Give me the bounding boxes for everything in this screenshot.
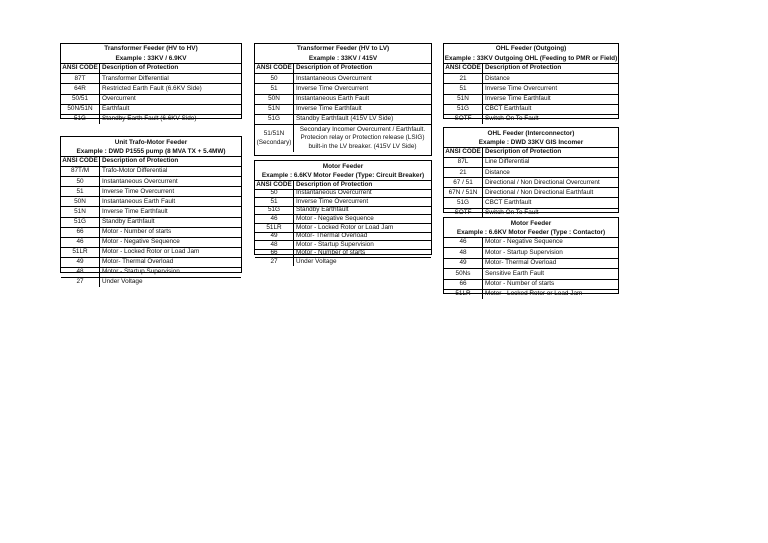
description-cell: Motor - Negative Sequence (296, 215, 374, 222)
table-row-secondary (255, 124, 431, 152)
description-cell: Motor - Locked Rotor or Load Jam (296, 223, 394, 231)
ansi-code-cell: 50 (255, 190, 294, 198)
table-row (255, 223, 431, 232)
ansi-code-cell: 51G (61, 218, 100, 227)
ansi-code-header: ANSI CODE (444, 64, 483, 73)
ansi-code-cell: 50 (255, 74, 294, 83)
table-row (444, 279, 618, 289)
description-header: Description of Protection (485, 64, 562, 72)
table-row (444, 187, 618, 197)
table-row (444, 157, 618, 167)
ansi-code-cell: 21 (444, 168, 483, 177)
description-cell: Trafo-Motor Differential (102, 167, 168, 175)
table-title: Transformer Feeder (HV to LV) (296, 45, 390, 52)
table-subtitle: Example : 33KV / 415V (308, 55, 378, 62)
table-subtitle: Example : 6.6KV Motor Feeder (Type : Contactor) (456, 229, 606, 236)
table-row (255, 197, 431, 206)
description-cell: Inverse Time Earthfault (296, 105, 362, 113)
ansi-code-cell: 49 (61, 258, 100, 267)
description-cell: Distance (485, 74, 510, 82)
table-row (61, 247, 241, 257)
description-header: Description of Protection (296, 181, 373, 188)
ansi-code-cell: 50Ns (444, 269, 483, 278)
table-row (255, 114, 431, 124)
description-cell: Sensitive Earth Fault (485, 269, 544, 277)
ansi-code-cell: 51N (61, 207, 100, 216)
table-row (444, 289, 618, 299)
description-cell: Standby Earthfault (415V LV Side) (296, 115, 394, 123)
ansi-code-cell: 51G (255, 115, 294, 124)
ansi-code-header: ANSI CODE (61, 64, 100, 73)
ansi-code: 51/51N (263, 130, 285, 138)
description-cell: Standby Earthfault (296, 206, 349, 214)
description-cell: Motor- Thermal Overload (296, 232, 368, 240)
ansi-code-note: (Secondary) (256, 138, 292, 146)
table-row (444, 73, 618, 83)
table-row (61, 94, 241, 104)
table-row (61, 206, 241, 216)
table-row (61, 237, 241, 247)
description-header: Description of Protection (296, 64, 373, 72)
ansi-code-cell: 48 (444, 248, 483, 257)
table-header-row (255, 63, 431, 73)
table-row (444, 258, 618, 268)
table-row (444, 83, 618, 93)
ansi-code-cell: 64R (61, 84, 100, 93)
table-row (255, 240, 431, 249)
ansi-code-cell: 21 (444, 74, 483, 83)
description-cell: Restricted Earth Fault (6.6KV Side) (102, 84, 202, 92)
ansi-code-cell: 27 (255, 258, 294, 266)
table-title: Unit Trafo-Motor Feeder (114, 139, 188, 146)
description-cell: Motor - Startup Supervision (485, 248, 563, 256)
ansi-code-cell: 66 (255, 250, 294, 258)
table-row (444, 167, 618, 177)
ansi-code-cell (255, 125, 294, 152)
ansi-code-cell: 87T/M (61, 167, 100, 176)
description-line: Secondary Incomer Overcurrent / Earthfault. (299, 126, 426, 134)
description-cell: Inverse Time Overcurrent (485, 84, 558, 92)
ansi-code-cell: 51LR (255, 224, 294, 232)
table-row (255, 249, 431, 258)
ansi-code-cell: 87T (61, 74, 100, 83)
ansi-code-cell: 51G (444, 198, 483, 207)
table-row (61, 257, 241, 267)
table-header-row (255, 180, 431, 189)
description-cell: Standby Earth Fault (6.6KV Side) (102, 115, 197, 123)
description-cell: Motor - Negative Sequence (485, 238, 563, 246)
table-row (444, 247, 618, 257)
table-row (444, 104, 618, 114)
description-cell: Motor - Number of starts (485, 280, 555, 288)
table-row (61, 227, 241, 237)
description-line: Protecion relay or Protection release (LSIG) (300, 134, 425, 142)
table-subtitle: Example : DWD P1555 pump (8 MVA TX + 5.4MW) (76, 148, 226, 155)
ansi-code-cell: 51G (61, 115, 100, 124)
ansi-code-cell: 66 (61, 228, 100, 237)
table-row (255, 73, 431, 83)
table-ohl-outgoing (443, 43, 619, 123)
table-subtitle: Example : 33KV Outgoing OHL (Feeding to PMR or Field) (444, 55, 618, 62)
table-row (61, 217, 241, 227)
description-cell: CBCT Earthfault (485, 105, 532, 113)
table-row (61, 114, 241, 124)
description-cell: Motor- Thermal Overload (485, 259, 557, 267)
table-row (61, 73, 241, 83)
description-line: built-in the LV breaker. (415V LV Side) (308, 142, 417, 150)
description-cell: Inverse Time Overcurrent (296, 198, 369, 205)
table-row (61, 196, 241, 206)
ansi-code-header: ANSI CODE (444, 148, 483, 157)
description-cell: Instantaneous Overcurrent (102, 177, 178, 185)
description-cell: Inverse Time Overcurrent (296, 84, 369, 92)
description-header: Description of Protection (102, 64, 179, 72)
table-title: Motor Feeder (510, 220, 552, 227)
description-cell: Directional / Non Directional Overcurrent (485, 178, 600, 186)
ansi-code-cell: 46 (255, 215, 294, 223)
table-header-row (61, 156, 241, 166)
table-row (444, 94, 618, 104)
description-cell: Distance (485, 168, 510, 176)
table-header-row (444, 147, 618, 157)
table-subtitle: Example : 6.6KV Motor Feeder (Type: Circuit Breaker) (261, 172, 425, 179)
table-row (444, 237, 618, 247)
ansi-code-cell: 50/51 (61, 95, 100, 104)
ansi-code-cell: 50 (61, 177, 100, 186)
ansi-code-cell: 50N (61, 197, 100, 206)
table-row (61, 166, 241, 176)
table-transformer-hv-lv (254, 43, 432, 156)
description-cell: Overcurrent (102, 94, 136, 102)
ansi-code-cell: 50N/51N (61, 105, 100, 114)
ansi-code-cell: 51 (444, 84, 483, 93)
description-cell: Instantaneous Earth Fault (102, 197, 176, 205)
table-title: Motor Feeder (322, 163, 364, 170)
description-cell: Instantaneous Earth Fault (296, 94, 370, 102)
description-cell: Line Differential (485, 158, 530, 166)
ansi-code-cell: 48 (255, 241, 294, 249)
table-subtitle: Example : DWD 33KV GIS Incomer (478, 139, 584, 146)
table-row (61, 277, 241, 287)
description-header: Description of Protection (102, 157, 179, 165)
description-cell: Directional / Non Directional Earthfault (485, 188, 594, 196)
description-cell: Motor - Locked Rotor or Load Jam (485, 290, 583, 298)
table-transformer-hv-hv (60, 43, 242, 123)
table-header-row (61, 63, 241, 73)
table-row (255, 83, 431, 93)
ansi-code-cell: 51G (444, 105, 483, 114)
ansi-code-cell: 46 (444, 238, 483, 247)
description-cell (294, 125, 431, 152)
table-row (255, 94, 431, 104)
table-motor-feeder-cb (254, 160, 432, 265)
table-row (61, 267, 241, 277)
description-cell: Motor - Startup Supervision (102, 268, 180, 276)
description-cell: Motor- Thermal Overload (102, 258, 174, 266)
table-row (255, 232, 431, 241)
table-row (444, 268, 618, 278)
table-motor-feeder-contactor (443, 217, 619, 298)
ansi-code-cell: 51LR (61, 248, 100, 257)
description-cell: Standby Earthfault (102, 217, 155, 225)
table-row (255, 214, 431, 223)
description-cell: CBCT Earthfault (485, 198, 532, 206)
table-row (61, 83, 241, 93)
ansi-code-header: ANSI CODE (61, 157, 100, 166)
description-cell: Motor - Negative Sequence (102, 238, 180, 246)
ansi-code-cell: SOTF (444, 209, 483, 218)
table-unit-trafo-motor (60, 136, 242, 286)
table-row (255, 104, 431, 114)
table-row (255, 206, 431, 215)
table-row (61, 186, 241, 196)
table-row (444, 197, 618, 207)
ansi-code-cell: 46 (61, 238, 100, 247)
ansi-code-cell: 87L (444, 158, 483, 167)
description-cell: Motor - Number of starts (102, 228, 172, 235)
table-title: OHL Feeder (Outgoing) (495, 45, 567, 52)
description-cell: Switch On To Fault (485, 115, 539, 123)
ansi-code-header: ANSI CODE (255, 64, 294, 73)
ansi-code-cell: 51N (255, 105, 294, 114)
ansi-code-cell: 51LR (444, 290, 483, 299)
table-row (255, 257, 431, 266)
description-cell: Instantaneous Overcurrent (296, 189, 372, 197)
ansi-code-cell: 51 (255, 198, 294, 206)
table-subtitle: Example : 33KV / 6.9KV (115, 55, 187, 62)
ansi-code-cell: 50N (255, 95, 294, 104)
description-cell: Instantaneous Overcurrent (296, 74, 372, 82)
table-row (61, 176, 241, 186)
description-cell: Motor - Startup Supervision (296, 241, 374, 248)
ansi-code-cell: 67 / 51 (444, 178, 483, 187)
ansi-code-cell: 51G (255, 207, 294, 215)
ansi-code-header: ANSI CODE (255, 181, 294, 189)
table-title: Transformer Feeder (HV to HV) (104, 45, 198, 52)
description-header: Description of Protection (485, 148, 562, 156)
ansi-code-cell: 66 (444, 280, 483, 289)
description-cell: Motor - Number of starts (296, 249, 366, 257)
ansi-code-cell: 51N (444, 95, 483, 104)
ansi-code-cell: 27 (61, 278, 100, 287)
ansi-code-cell: SOTF (444, 115, 483, 124)
description-cell: Inverse Time Overcurrent (102, 187, 175, 195)
ansi-code-cell: 49 (444, 259, 483, 268)
table-row (255, 189, 431, 198)
ansi-code-cell: 51 (255, 84, 294, 93)
table-row (444, 114, 618, 124)
description-cell: Inverse Time Earthfault (102, 207, 168, 215)
table-ohl-interconnector (443, 127, 619, 216)
description-cell: Earthfault (102, 105, 130, 113)
table-title: OHL Feeder (Interconnector) (487, 130, 575, 137)
table-row (61, 104, 241, 114)
ansi-code-cell: 49 (255, 233, 294, 241)
table-row (444, 177, 618, 187)
description-cell: Switch On To Fault (485, 208, 539, 216)
ansi-code-cell: 51 (61, 187, 100, 196)
description-cell: Transformer Differential (102, 74, 169, 82)
table-header-row (444, 63, 618, 73)
ansi-code-cell: 67N / 51N (444, 188, 483, 197)
description-cell: Under Voltage (296, 258, 337, 265)
description-cell: Under Voltage (102, 278, 143, 286)
ansi-code-cell: 48 (61, 268, 100, 277)
description-cell: Inverse Time Earthfault (485, 94, 551, 102)
description-cell: Motor - Locked Rotor or Load Jam (102, 248, 200, 256)
